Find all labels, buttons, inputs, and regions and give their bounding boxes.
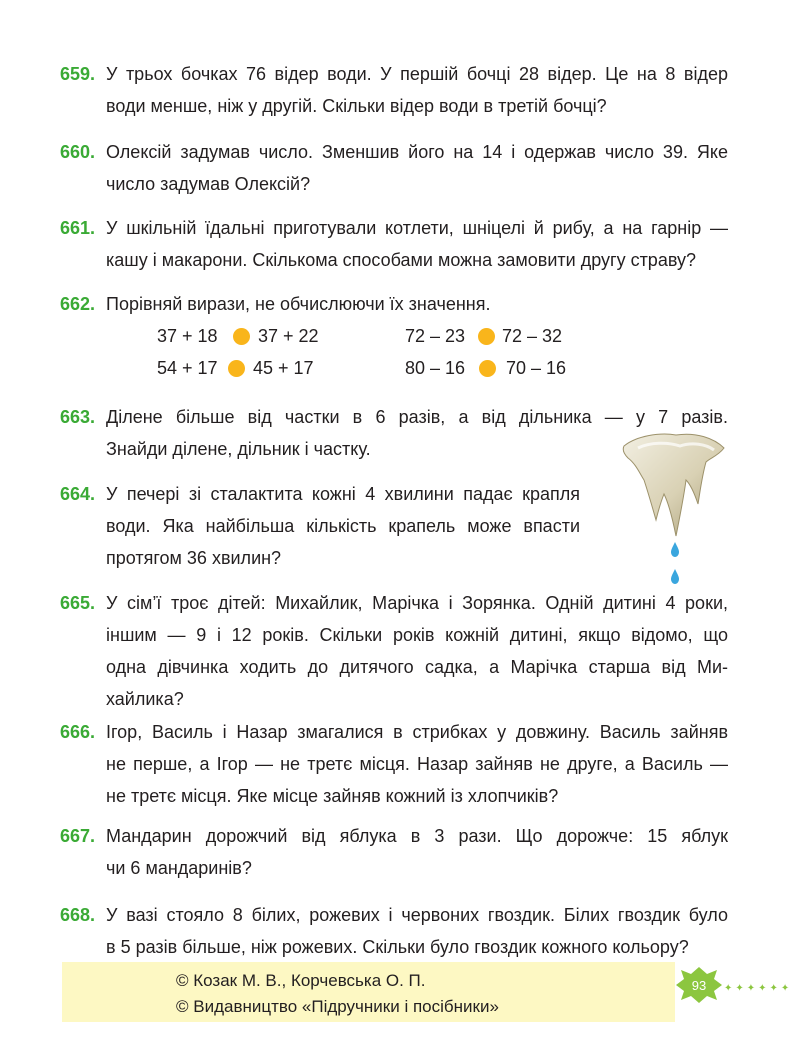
problem-662 bbox=[60, 288, 728, 320]
circle-placeholder-icon bbox=[228, 360, 245, 377]
problem-text: У сім’ї троє дітей: Михайлик, Марічка і Зорянка. Одній дитині 4 роки, bbox=[106, 593, 728, 613]
problem-666 bbox=[60, 716, 728, 812]
expression: 45 + 17 bbox=[253, 358, 314, 378]
problem-number: 659. bbox=[60, 64, 96, 84]
circle-placeholder-icon bbox=[479, 360, 496, 377]
problem-text: води. Яка найбільша кількість крапель може впасти bbox=[106, 516, 580, 536]
problem-number: 665. bbox=[60, 593, 96, 613]
comparison-row bbox=[157, 354, 577, 382]
page-number: 93 bbox=[691, 978, 707, 993]
problem-number: 660. bbox=[60, 142, 96, 162]
problem-text: Порівняй вирази, не обчислюючи їх значення. bbox=[106, 294, 491, 314]
problem-text: Знайди ділене, дільник і частку. bbox=[106, 439, 371, 459]
problem-661 bbox=[60, 212, 728, 276]
problem-text: одна дівчинка ходить до дитячого садка, а Марічка старша від Ми- bbox=[106, 657, 728, 677]
problem-text: не перше, а Ігор — не третє місця. Назар зайняв не друге, а Василь — bbox=[106, 754, 728, 774]
problem-number: 663. bbox=[60, 407, 96, 427]
problem-text: Ділене більше від частки в 6 разів, а від дільника — у 7 разів. bbox=[106, 407, 728, 427]
problem-664 bbox=[60, 478, 580, 574]
problem-text: чи 6 мандаринів? bbox=[106, 858, 252, 878]
problem-text: кашу і макарони. Скількома способами можна замовити другу страву? bbox=[106, 250, 697, 270]
problem-660 bbox=[60, 136, 728, 200]
copyright-authors: © Козак М. В., Корчевська О. П. bbox=[176, 971, 426, 990]
expression: 70 – 16 bbox=[506, 358, 567, 378]
problem-text: Мандарин дорожчий від яблука в 3 рази. Що дорожче: 15 яблук bbox=[106, 826, 728, 846]
stalactite-with-drops-icon bbox=[618, 432, 730, 588]
expression: 72 – 23 bbox=[405, 326, 466, 346]
circle-placeholder-icon bbox=[233, 328, 250, 345]
expression: 80 – 16 bbox=[405, 358, 466, 378]
problem-668 bbox=[60, 899, 728, 963]
expression: 37 + 18 bbox=[157, 326, 218, 346]
problem-text: води менше, ніж у другій. Скільки відер води в третій бочці? bbox=[106, 96, 607, 116]
page-number-badge bbox=[674, 966, 724, 1004]
problem-number: 662. bbox=[60, 294, 96, 314]
problem-659 bbox=[60, 58, 728, 122]
decorative-dots: ✦✦✦✦✦✦ bbox=[724, 983, 793, 994]
problem-text: в 5 разів більше, ніж рожевих. Скільки було гвоздик кожного кольору? bbox=[106, 937, 689, 957]
problem-number: 666. bbox=[60, 722, 96, 742]
problem-text: Ігор, Василь і Назар змагалися в стрибках у довжину. Василь зайняв bbox=[106, 722, 728, 742]
copyright-footer bbox=[62, 962, 675, 1022]
expression: 72 – 32 bbox=[502, 326, 563, 346]
problem-number: 664. bbox=[60, 484, 96, 504]
problem-text: іншим — 9 і 12 років. Скільки років кожній дитині, якщо відомо, що bbox=[106, 625, 728, 645]
problem-text: У вазі стояло 8 білих, рожевих і червоних гвоздик. Білих гвоздик було bbox=[106, 905, 728, 925]
problem-number: 667. bbox=[60, 826, 96, 846]
comparison-row bbox=[157, 322, 577, 350]
expression: 54 + 17 bbox=[157, 358, 218, 378]
problem-text: У печері зі сталактита кожні 4 хвилини падає крапля bbox=[106, 484, 580, 504]
problem-text: протягом 36 хвилин? bbox=[106, 548, 282, 568]
problem-text: У шкільній їдальні приготували котлети, шніцелі й рибу, а на гарнір — bbox=[106, 218, 728, 238]
problem-text: хайлика? bbox=[106, 689, 184, 709]
expression: 37 + 22 bbox=[258, 326, 319, 346]
problem-667 bbox=[60, 820, 728, 884]
circle-placeholder-icon bbox=[478, 328, 495, 345]
problem-text: не третє місця. Яке місце зайняв кожний із хлопчиків? bbox=[106, 786, 559, 806]
copyright-publisher: © Видавництво «Підручники і посібники» bbox=[176, 997, 499, 1016]
problem-text: Олексій задумав число. Зменшив його на 14 і одержав число 39. Яке bbox=[106, 142, 728, 162]
problem-text: число задумав Олексій? bbox=[106, 174, 311, 194]
problem-number: 668. bbox=[60, 905, 96, 925]
problem-number: 661. bbox=[60, 218, 96, 238]
problem-text: У трьох бочках 76 відер води. У першій бочці 28 відер. Це на 8 відер bbox=[106, 64, 728, 84]
problem-665 bbox=[60, 587, 728, 715]
